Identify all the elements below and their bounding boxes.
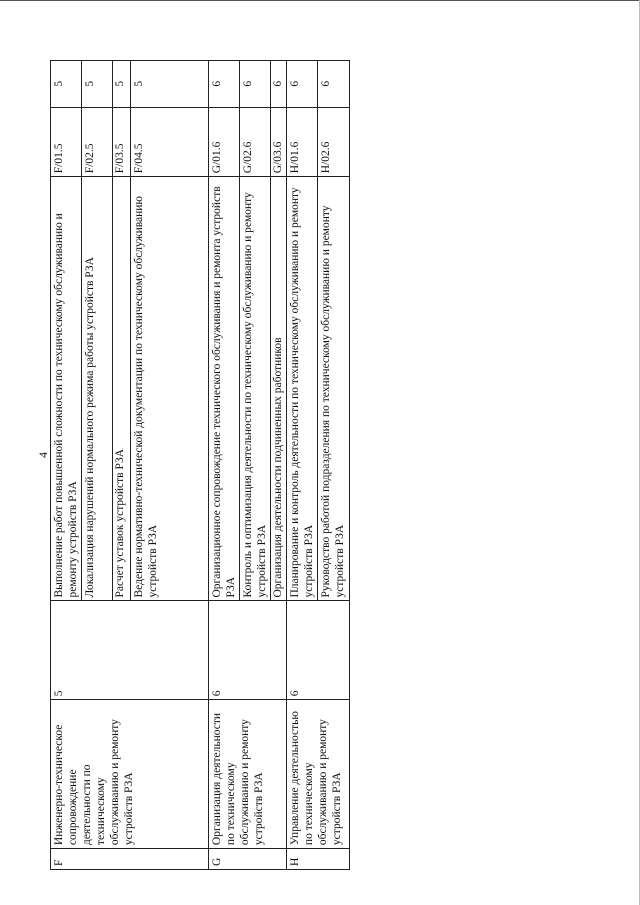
function-name: Ведение нормативно-технической документации по техническому обслуживанию устройств РЗА <box>131 177 209 601</box>
page-number: 4 <box>36 452 50 458</box>
gf-name: Управление деятельностью по техническому обслуживанию и ремонту устройств РЗА <box>287 700 350 849</box>
function-code: F/03.5 <box>113 107 131 177</box>
gf-name: Организация деятельности по техническому обслуживанию и ремонту устройств РЗА <box>209 700 287 849</box>
function-name: Расчет уставок устройств РЗА <box>113 177 131 601</box>
function-sublevel: 6 <box>240 61 271 108</box>
rotated-table-container <box>50 60 350 870</box>
function-code: G/01.6 <box>209 107 240 177</box>
qualification-level: 6 <box>287 601 350 700</box>
scan-edge-top <box>0 0 640 1</box>
function-name: Организация деятельности подчиненных работников <box>271 177 287 601</box>
labor-functions-table <box>50 60 350 870</box>
function-name: Организационное сопровождение технического обслуживания и ремонта устройств РЗА <box>209 177 240 601</box>
function-sublevel: 5 <box>51 61 82 108</box>
function-sublevel: 5 <box>131 61 209 108</box>
gf-code: F <box>51 849 209 870</box>
gf-name: Инженерно-техническое сопровождение деятельности по техническому обслуживанию и ремонту устройств РЗА <box>51 700 209 849</box>
function-code: F/01.5 <box>51 107 82 177</box>
function-name: Контроль и оптимизация деятельности по техническому обслуживанию и ремонту устройств РЗА <box>240 177 271 601</box>
table-row <box>51 61 82 870</box>
table-row <box>209 61 240 870</box>
function-name: Локализация нарушений нормального режима работы устройств РЗА <box>82 177 113 601</box>
function-code: G/02.6 <box>240 107 271 177</box>
function-sublevel: 6 <box>271 61 287 108</box>
function-name: Выполнение работ повышенной сложности по техническому обслуживанию и ремонту устройств РЗА <box>51 177 82 601</box>
qualification-level: 6 <box>209 601 287 700</box>
function-sublevel: 6 <box>318 61 350 108</box>
table-row <box>287 61 318 870</box>
function-code: G/03.6 <box>271 107 287 177</box>
function-code: F/02.5 <box>82 107 113 177</box>
function-code: F/04.5 <box>131 107 209 177</box>
function-name: Руководство работой подразделения по техническому обслуживанию и ремонту устройств РЗА <box>318 177 350 601</box>
gf-code: H <box>287 849 350 870</box>
function-name: Планирование и контроль деятельности по техническому обслуживанию и ремонту устройств РЗА <box>287 177 318 601</box>
function-code: H/02.6 <box>318 107 350 177</box>
function-sublevel: 6 <box>209 61 240 108</box>
gf-code: G <box>209 849 287 870</box>
function-sublevel: 6 <box>287 61 318 108</box>
function-sublevel: 5 <box>82 61 113 108</box>
qualification-level: 5 <box>51 601 209 700</box>
function-sublevel: 5 <box>113 61 131 108</box>
function-code: H/01.6 <box>287 107 318 177</box>
